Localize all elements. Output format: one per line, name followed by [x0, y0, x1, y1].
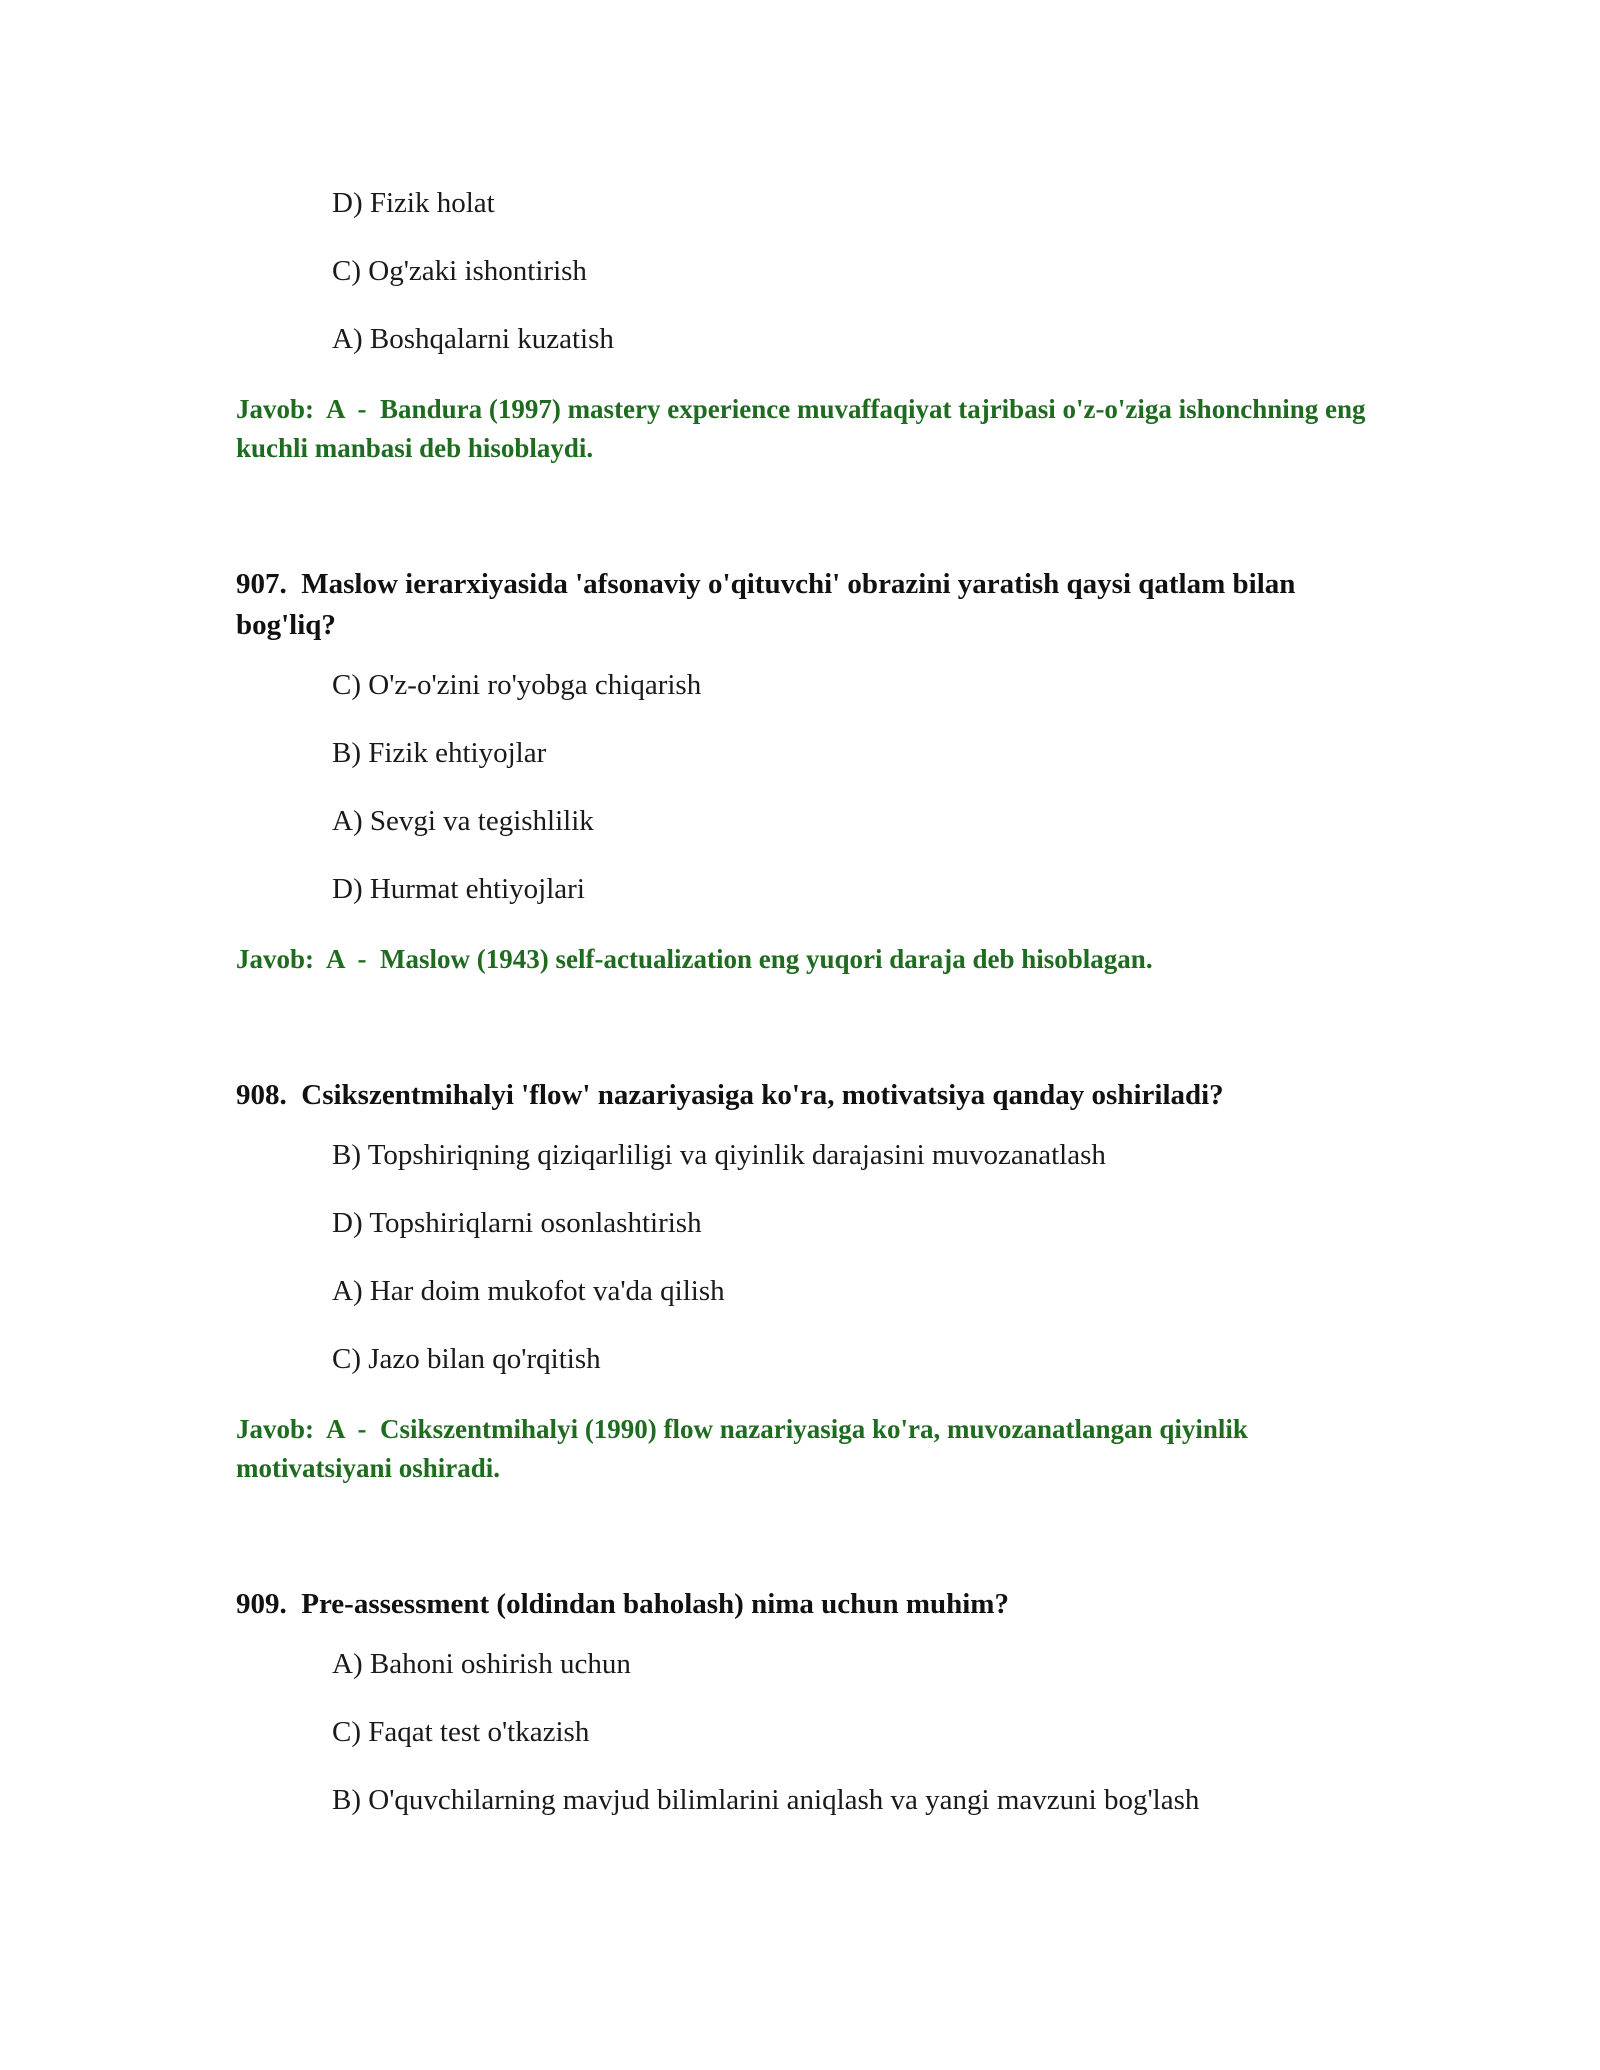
option: C) Jazo bilan qo'rqitish	[332, 1343, 601, 1375]
answer-label: Javob:	[236, 944, 315, 974]
answer-key: A	[326, 944, 345, 974]
answer-explanation: Bandura (1997) mastery experience muvaffaqiyat tajribasi o'z-o'ziga ishonchning eng kuchli manbasi deb hisoblaydi.	[236, 394, 1366, 463]
option: C) Faqat test o'tkazish	[332, 1716, 590, 1748]
question-block-906	[236, 186, 1366, 468]
option: D) Fizik holat	[332, 187, 495, 219]
option: A) Sevgi va tegishlilik	[332, 805, 594, 837]
answer-line: Javob: A - Bandura (1997) mastery experience muvaffaqiyat tajribasi o'z-o'ziga ishonchning eng kuchli manbasi deb hisoblaydi.	[236, 394, 1366, 463]
question-heading	[236, 564, 1366, 646]
option: B) O'quvchilarning mavjud bilimlarini aniqlash va yangi mavzuni bog'lash	[332, 1784, 1200, 1816]
option: A) Har doim mukofot va'da qilish	[332, 1275, 725, 1307]
answer-key: A	[326, 394, 345, 424]
question-number: 909.	[236, 1588, 287, 1620]
question-text: Pre-assessment (oldindan baholash) nima uchun muhim?	[301, 1588, 1009, 1620]
question-number: 908.	[236, 1079, 287, 1111]
answer-explanation: Maslow (1943) self-actualization eng yuqori daraja deb hisoblagan.	[380, 944, 1153, 974]
question-heading	[236, 1075, 1366, 1116]
option: D) Topshiriqlarni osonlashtirish	[332, 1207, 702, 1239]
question-block-907	[236, 564, 1366, 979]
option: D) Hurmat ehtiyojlari	[332, 873, 585, 905]
answer-line: Javob: A - Csikszentmihalyi (1990) flow nazariyasiga ko'ra, muvozanatlangan qiyinlik motivatsiyani oshiradi.	[236, 1414, 1248, 1483]
answer-label: Javob:	[236, 394, 315, 424]
document-page	[236, 186, 1366, 1851]
answer-key: A	[326, 1414, 345, 1444]
option: A) Bahoni oshirish uchun	[332, 1648, 631, 1680]
option: C) Og'zaki ishontirish	[332, 255, 587, 287]
question-number: 907.	[236, 568, 287, 600]
question-block-908	[236, 1075, 1366, 1488]
question-heading	[236, 1584, 1366, 1625]
option: A) Boshqalarni kuzatish	[332, 323, 614, 355]
answer-line: Javob: A - Maslow (1943) self-actualization eng yuqori daraja deb hisoblagan.	[236, 944, 1153, 974]
question-text: Csikszentmihalyi 'flow' nazariyasiga ko'ra, motivatsiya qanday oshiriladi?	[301, 1079, 1224, 1111]
question-block-909	[236, 1584, 1366, 1817]
option: B) Fizik ehtiyojlar	[332, 737, 547, 769]
option: C) O'z-o'zini ro'yobga chiqarish	[332, 669, 702, 701]
answer-label: Javob:	[236, 1414, 315, 1444]
option: B) Topshiriqning qiziqarliligi va qiyinlik darajasini muvozanatlash	[332, 1139, 1106, 1171]
question-text: Maslow ierarxiyasida 'afsonaviy o'qituvchi' obrazini yaratish qaysi qatlam bilan bog'liq?	[236, 568, 1296, 641]
answer-explanation: Csikszentmihalyi (1990) flow nazariyasiga ko'ra, muvozanatlangan qiyinlik motivatsiyani oshiradi.	[236, 1414, 1248, 1483]
